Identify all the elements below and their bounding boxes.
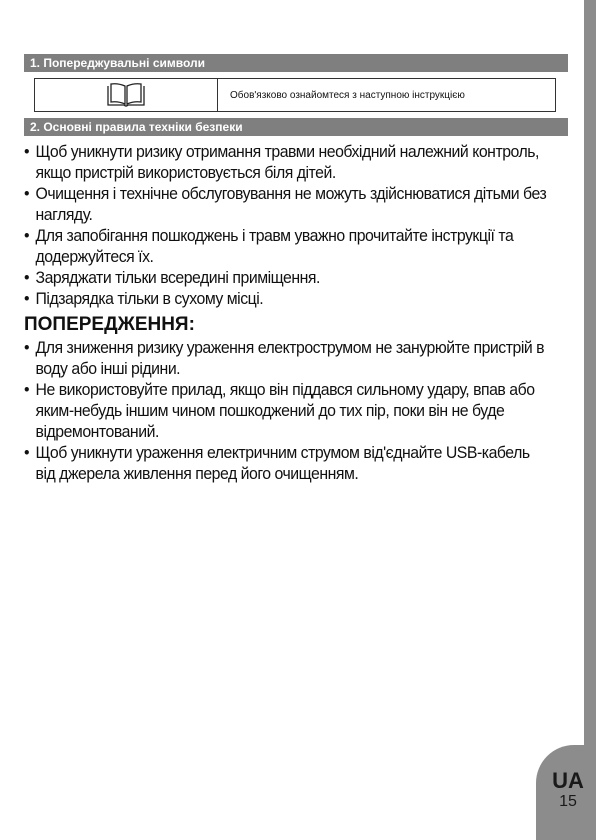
section-heading-safety-rules: 2. Основні правила техніки безпеки (24, 118, 568, 136)
warning-item: • Для зниження ризику ураження електрострумом не занурюйте пристрій в воду або інші рідини. (24, 338, 550, 380)
safety-rules-content (24, 142, 572, 485)
rule-item: • Очищення і технічне обслуговування не можуть здійснюватися дітьми без нагляду. (24, 184, 550, 226)
warning-heading: ПОПЕРЕДЖЕННЯ: (24, 314, 195, 335)
rule-item: • Щоб уникнути ризику отримання травми необхідний належний контроль, якщо пристрій використовується біля дітей. (24, 142, 550, 184)
rule-item: • Заряджати тільки всередині приміщення. (24, 268, 550, 289)
page-number: 15 (559, 793, 577, 810)
rule-item: • Для запобігання пошкоджень і травм уважно прочитайте інструкції та додержуйтеся їх. (24, 226, 550, 268)
symbol-description: Обов'язково ознайомтеся з наступною інструкцією (230, 89, 465, 101)
warning-item: • Щоб уникнути ураження електричним струмом від'єднайте USB-кабель від джерела живлення перед його очищенням. (24, 443, 550, 485)
section-heading-warning-symbols: 1. Попереджувальні символи (24, 54, 568, 72)
symbol-table (34, 78, 556, 112)
side-tab (584, 0, 596, 760)
language-code: UA (552, 768, 584, 793)
open-book-icon (104, 81, 148, 109)
warning-item: • Не використовуйте прилад, якщо він піддався сильному удару, впав або яким-небудь іншим чином пошкоджений до тих пір, поки він не буде відремонтований. (24, 380, 550, 443)
symbol-cell (35, 79, 218, 111)
rule-item: • Підзарядка тільки в сухому місці. (24, 289, 550, 310)
